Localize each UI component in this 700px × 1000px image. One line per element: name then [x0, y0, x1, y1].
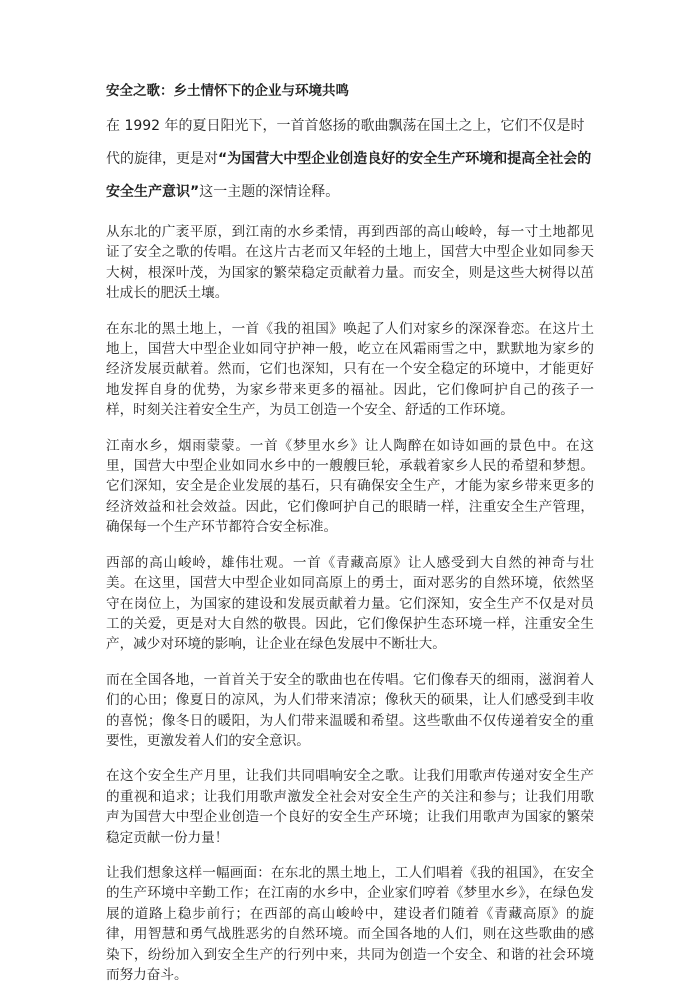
paragraph: 江南水乡，烟雨蒙蒙。一首《梦里水乡》让人陶醉在如诗如画的景色中。在这里，国营大中型企业如同水乡中的一艘艘巨轮，承载着家乡人民的希望和梦想。它们深知，安全是企业发展的基石，只有确保安全生产，才能为家乡带来更多的经济效益和社会效益。因此，它们像呵护自己的眼睛一样，注重安全生产管理，确保每一个生产环节都符合安全标准。: [106, 437, 594, 536]
document-title: 安全之歌：乡土情怀下的企业与环境共鸣: [106, 83, 349, 99]
intro-highlight: “为国营大中型企业创造良好的安全生产环境和提高全社会的安全生产意识”: [106, 151, 592, 200]
intro-text-before: 在 1992 年的夏日阳光下，一首首悠扬的歌曲飘荡在国土之上，它们不仅是时代的旋律，更是对: [106, 118, 585, 167]
paragraph: 在这个安全生产月里，让我们共同唱响安全之歌。让我们用歌声传递对安全生产的重视和追求；让我们用歌声激发全社会对安全生产的关注和参与；让我们用歌声为国营大中型企业创造一个良好的安全生产环境；让我们用歌声为国家的繁荣稳定贡献一份力量！: [106, 768, 594, 846]
paragraph: 让我们想象这样一幅画面：在东北的黑土地上，工人们唱着《我的祖国》，在安全的生产环境中辛勤工作；在江南的水乡中，企业家们哼着《梦里水乡》，在绿色发展的道路上稳步前行；在西部的高山峻岭中，建设者们随着《青藏高原》的旋律，用智慧和勇气战胜恶劣的自然环境。而全国各地的人们，则在这些歌曲的感染下，纷纷加入到安全生产的行列中来，共同为创造一个安全、和谐的社会环境而努力奋斗。: [106, 864, 594, 983]
paragraph: 西部的高山峻岭，雄伟壮观。一首《青藏高原》让人感受到大自然的神奇与壮美。在这里，国营大中型企业如同高原上的勇士，面对恶劣的自然环境，依然坚守在岗位上，为国家的建设和发展贡献着力量。它们深知，安全生产不仅是对员工的关爱，更是对大自然的敬畏。因此，它们像保护生态环境一样，注重安全生产，减少对环境的影响，让企业在绿色发展中不断壮大。: [106, 554, 594, 653]
paragraph: 而在全国各地，一首首关于安全的歌曲也在传唱。它们像春天的细雨，滋润着人们的心田；像夏日的凉风，为人们带来清凉；像秋天的硕果，让人们感受到丰收的喜悦；像冬日的暖阳，为人们带来温暖和希望。这些歌曲不仅传递着安全的重要性，更激发着人们的安全意识。: [106, 671, 594, 749]
intro-text-after: 这一主题的深情诠释。: [199, 184, 340, 200]
document-body: [106, 82, 594, 1000]
paragraph: 在东北的黑土地上，一首《我的祖国》唤起了人们对家乡的深深眷恋。在这片土地上，国营大中型企业如同守护神一般，屹立在风霜雨雪之中，默默地为家乡的经济发展贡献着。然而，它们也深知，只有在一个安全稳定的环境中，才能更好地发挥自身的优势，为家乡带来更多的福祉。因此，它们像呵护自己的孩子一样，时刻关注着安全生产，为员工创造一个安全、舒适的工作环境。: [106, 320, 594, 419]
intro-paragraph: [106, 110, 594, 209]
paragraph: 从东北的广袤平原，到江南的水乡柔情，再到西部的高山峻岭，每一寸土地都见证了安全之歌的传唱。在这片古老而又年轻的土地上，国营大中型企业如同参天大树，根深叶茂，为国家的繁荣稳定贡献着力量。而安全，则是这些大树得以茁壮成长的肥沃土壤。: [106, 224, 594, 302]
